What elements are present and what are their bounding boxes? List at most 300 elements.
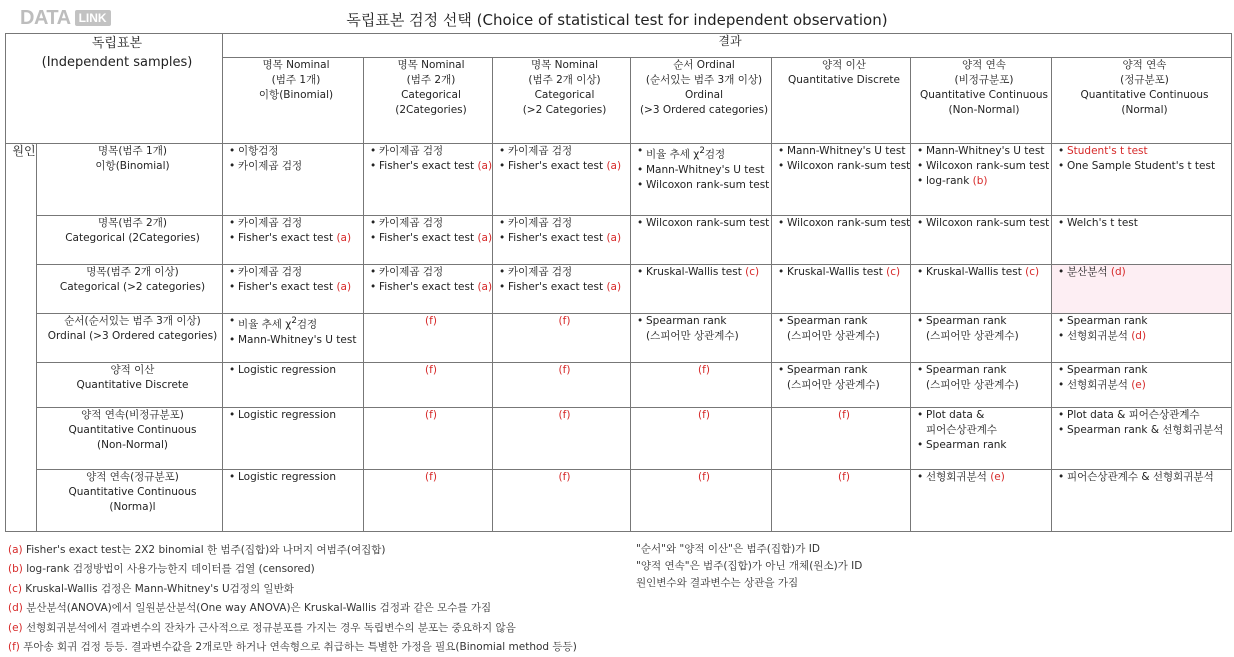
bullet-icon: •: [1058, 424, 1065, 436]
column-header-line: (범주 1개): [271, 74, 321, 86]
test-text: Fisher's exact test: [508, 232, 607, 244]
bullet-icon: [778, 329, 787, 344]
footnote-mark: (f): [838, 471, 850, 483]
test-item: [1058, 314, 1231, 329]
test-name: [926, 159, 1049, 174]
test-text: Spearman rank: [646, 315, 727, 327]
bullet-icon: •: [229, 281, 236, 293]
footnote-mark: (b): [8, 563, 23, 576]
test-name: [926, 470, 1005, 485]
test-text: 카이제곱 검정: [508, 266, 573, 278]
bullet-icon: •: [1058, 379, 1065, 391]
column-header-line: 명목 Nominal: [530, 59, 599, 71]
bullet-icon: [637, 329, 646, 344]
independent-samples-header: [6, 34, 223, 144]
test-name: [926, 265, 1039, 280]
test-name: [787, 265, 900, 280]
footnote-mark: (a): [477, 281, 493, 293]
test-text: 분산분석: [1067, 266, 1111, 278]
test-item: [917, 314, 1051, 329]
bullet-icon: [778, 378, 787, 393]
test-item: [229, 144, 363, 159]
test-name: [508, 265, 572, 280]
column-header-line: Quantitative Continuous: [920, 89, 1048, 101]
test-name: [238, 470, 336, 485]
test-name: [1067, 378, 1146, 393]
test-text: Wilcoxon rank-sum test: [646, 178, 770, 191]
test-name: [926, 438, 1007, 453]
bullet-icon: •: [917, 217, 924, 229]
test-cell: [911, 314, 1052, 363]
footnote-mark: (f): [425, 409, 437, 421]
test-text: Plot data & 피어슨상관계수: [1067, 409, 1200, 421]
bullet-icon: •: [917, 160, 924, 172]
footnote-mark: (e): [990, 471, 1005, 483]
test-cell: [223, 265, 364, 314]
test-item: [637, 314, 771, 329]
test-text: Fisher's exact test: [379, 281, 478, 293]
test-text: Spearman rank & 선형회귀분석: [1067, 424, 1224, 436]
test-name: [1067, 216, 1138, 231]
test-name: [1067, 363, 1148, 378]
bullet-icon: •: [370, 145, 377, 157]
row-header-line: (Norma)l: [109, 501, 156, 513]
bullet-icon: •: [229, 333, 236, 346]
column-header-line: 양적 이산: [822, 59, 866, 71]
test-name: [1067, 265, 1126, 280]
bullet-icon: •: [917, 315, 924, 327]
test-cell: [772, 144, 911, 216]
test-name: [787, 329, 880, 344]
test-cell: [493, 408, 631, 470]
test-text: Wilcoxon rank-sum test: [926, 160, 1050, 172]
test-cell: [911, 265, 1052, 314]
test-text: Kruskal-Wallis test: [646, 266, 746, 278]
test-name: [238, 231, 351, 246]
cause-row-header: [37, 470, 223, 532]
test-name: [508, 144, 572, 159]
test-cell: [631, 144, 772, 216]
test-name: [379, 159, 492, 174]
test-name: [787, 216, 910, 231]
footnote-mark: (f): [698, 409, 710, 421]
bullet-icon: •: [917, 175, 924, 187]
test-cell: [364, 363, 493, 408]
test-item: [917, 216, 1051, 231]
bullet-icon: •: [917, 145, 924, 157]
bullet-icon: •: [229, 409, 236, 421]
test-name: [238, 314, 317, 333]
test-text: 검정: [296, 318, 318, 331]
test-item: [917, 363, 1051, 378]
footnote-mark: (c): [1025, 266, 1040, 278]
column-header-line: 순서 Ordinal: [673, 59, 735, 71]
test-name: [238, 408, 336, 423]
footnote-line: [8, 541, 577, 560]
test-cell: [1052, 470, 1232, 532]
bullet-icon: •: [499, 281, 506, 293]
test-text: Spearman rank: [926, 439, 1007, 451]
footnote-mark: (f): [425, 471, 437, 483]
test-cell: [364, 408, 493, 470]
test-cell: [772, 314, 911, 363]
footnote-mark: (f): [558, 471, 571, 483]
test-text: Spearman rank: [1067, 364, 1148, 376]
bullet-icon: •: [1058, 330, 1065, 342]
row-header-line: Categorical (2Categories): [65, 232, 200, 244]
test-item: [499, 280, 630, 295]
column-header-line: (>2 Categories): [522, 104, 607, 116]
test-text: Plot data &: [926, 409, 985, 421]
test-text: 검정: [704, 148, 726, 161]
test-text: 선형회귀분석: [1067, 330, 1132, 342]
test-cell: [631, 216, 772, 265]
test-item: [1058, 363, 1231, 378]
row-header-line: 순서(순서있는 범주 3개 이상): [64, 315, 201, 327]
page-title: 독립표본 검정 선택 (Choice of statistical test for independent observation): [346, 11, 888, 29]
test-item: [917, 174, 1051, 189]
footnote-mark: (d): [1110, 266, 1126, 278]
outcome-group-header: 결과: [223, 34, 1232, 58]
footnote-mark: (a): [336, 281, 352, 293]
bullet-icon: •: [499, 232, 506, 244]
test-name: [926, 216, 1049, 231]
test-item: [778, 216, 910, 231]
cause-row-header: [37, 216, 223, 265]
outcome-column-header: [631, 58, 772, 144]
test-name: [238, 333, 356, 348]
footnote-mark: (f): [698, 364, 710, 376]
bullet-icon: •: [229, 232, 236, 244]
test-item: [370, 144, 492, 159]
test-item: [637, 144, 771, 163]
test-item: [778, 329, 910, 344]
bullet-icon: •: [917, 364, 924, 376]
test-text: Wilcoxon rank-sum test: [926, 217, 1050, 229]
test-cell: [772, 265, 911, 314]
row-header-line: 양적 연속(비정규분포): [81, 409, 184, 421]
footnotes-left: [8, 541, 577, 657]
test-cell: [493, 216, 631, 265]
test-item: [917, 378, 1051, 393]
test-name: [1067, 329, 1146, 344]
footnotes-right: [636, 541, 862, 592]
test-item: [917, 438, 1051, 453]
footnote-mark: (d): [1131, 330, 1147, 342]
outcome-column-header: [1052, 58, 1232, 144]
test-text: Fisher's exact test: [238, 281, 337, 293]
test-text: Mann-Whitney's U test: [646, 163, 765, 176]
column-header-line: (순서있는 범주 3개 이상): [645, 74, 763, 86]
footnote-line: [8, 560, 577, 579]
test-cell: [1052, 363, 1232, 408]
test-cell: [493, 265, 631, 314]
row-header-line: 양적 이산: [110, 364, 155, 376]
footnote-mark: (f): [558, 364, 571, 376]
test-item: [1058, 159, 1231, 174]
test-text: Spearman rank: [926, 364, 1007, 376]
test-item: [499, 159, 630, 174]
row-header-line: Categorical (>2 categories): [59, 281, 206, 293]
footnote-mark: (b): [972, 175, 988, 187]
bullet-icon: •: [370, 281, 377, 293]
test-text: Logistic regression: [238, 471, 336, 483]
column-header-line: (Non-Normal): [948, 104, 1020, 116]
test-cell: [631, 265, 772, 314]
column-header-line: (>3 Ordered categories): [639, 104, 769, 116]
test-cell: [631, 363, 772, 408]
test-cell: [493, 363, 631, 408]
test-text: 카이제곱 검정: [508, 145, 573, 157]
test-item: [370, 159, 492, 174]
outcome-column-header: [772, 58, 911, 144]
test-text: 카이제곱 검정: [238, 160, 303, 172]
test-text: 비율 추세 χ: [238, 318, 292, 331]
test-item: [1058, 216, 1231, 231]
bullet-icon: •: [370, 232, 377, 244]
outcome-column-header: [223, 58, 364, 144]
test-item: [229, 231, 363, 246]
test-text: Wilcoxon rank-sum test: [787, 160, 911, 172]
test-item: [229, 265, 363, 280]
bullet-icon: •: [917, 409, 924, 421]
test-name: [787, 144, 905, 159]
test-cell: [772, 408, 911, 470]
test-text: 피어슨상관계수 & 선형회귀분석: [1067, 471, 1214, 483]
test-item: [499, 231, 630, 246]
test-name: [926, 423, 997, 438]
test-text: 카이제곱 검정: [238, 266, 303, 278]
footnote-text: 푸아송 회귀 검정 등등. 결과변수값을 2개로만 하거나 연속형으로 취급하는 특별한 가정을 필요(Binomial method 등등): [19, 641, 577, 654]
test-cell: [223, 144, 364, 216]
test-name: [238, 159, 302, 174]
test-text: Welch's t test: [1067, 217, 1138, 229]
bullet-icon: •: [499, 266, 506, 278]
test-name: [787, 378, 880, 393]
test-text-red: Student's t test: [1067, 145, 1148, 157]
test-name: [787, 159, 910, 174]
test-name: [1067, 314, 1148, 329]
test-text: Fisher's exact test: [379, 232, 478, 244]
bullet-icon: •: [637, 315, 644, 327]
test-text: Spearman rank: [787, 364, 868, 376]
test-continuation: (스피어만 상관계수): [787, 379, 880, 391]
test-item: [637, 216, 771, 231]
test-cell: [911, 363, 1052, 408]
test-cell: [223, 408, 364, 470]
bullet-icon: •: [637, 145, 644, 157]
test-name: [646, 144, 725, 163]
test-cell: [772, 470, 911, 532]
row-header-line: (Non-Normal): [97, 439, 168, 451]
test-cell: [364, 144, 493, 216]
test-item: [637, 329, 771, 344]
test-text: Fisher's exact test: [508, 160, 607, 172]
bullet-icon: •: [370, 160, 377, 172]
bullet-icon: •: [1058, 315, 1065, 327]
test-name: [646, 329, 739, 344]
test-cell: [364, 470, 493, 532]
test-cell: [364, 216, 493, 265]
test-item: [370, 265, 492, 280]
test-item: [637, 265, 771, 280]
test-text: 카이제곱 검정: [379, 145, 444, 157]
test-text: 비율 추세 χ: [646, 148, 700, 161]
test-item: [1058, 265, 1231, 280]
test-item: [637, 178, 771, 193]
test-item: [778, 378, 910, 393]
note-line: 원인변수와 결과변수는 상관을 가짐: [636, 577, 799, 589]
superscript: 2: [699, 146, 705, 156]
column-header-line: 양적 연속: [1122, 59, 1167, 71]
cause-group-header: 원인: [6, 144, 37, 532]
column-header-line: (범주 2개): [406, 74, 456, 86]
row-header-line: 이항(Binomial): [95, 160, 170, 172]
footnote-mark: (f): [425, 315, 437, 327]
logo-badge: LINK: [75, 10, 111, 26]
test-name: [379, 144, 443, 159]
test-cell: [911, 408, 1052, 470]
test-cell: [223, 216, 364, 265]
bullet-icon: •: [229, 315, 236, 327]
test-item: [229, 333, 363, 348]
bullet-icon: •: [1058, 160, 1065, 172]
test-item: [917, 159, 1051, 174]
bullet-icon: •: [370, 217, 377, 229]
footnote-text: log-rank 검정방법이 사용가능한지 데이터를 검열 (censored): [22, 563, 315, 576]
column-header-line: 명목 Nominal: [397, 59, 465, 71]
test-name: [379, 265, 443, 280]
row-header-line: 명목(범주 1개): [98, 145, 167, 157]
test-name: [508, 231, 621, 246]
test-item: [499, 265, 630, 280]
test-continuation: 피어슨상관계수: [926, 424, 998, 436]
footnote-line: [8, 599, 577, 618]
column-header-line: Quantitative Discrete: [787, 74, 900, 86]
test-text: Spearman rank: [1067, 315, 1148, 327]
test-name: [926, 329, 1019, 344]
footnote-mark: (a): [477, 232, 493, 244]
test-item: [370, 216, 492, 231]
bullet-icon: •: [1058, 145, 1065, 157]
test-name: [508, 280, 621, 295]
test-name: [1067, 423, 1223, 438]
test-name: [238, 265, 302, 280]
test-item: [778, 314, 910, 329]
test-text: Logistic regression: [238, 409, 336, 421]
bullet-icon: •: [778, 217, 785, 229]
outcome-column-header: [364, 58, 493, 144]
test-text: 카이제곱 검정: [379, 266, 444, 278]
bullet-icon: •: [778, 266, 785, 278]
test-name: [508, 216, 572, 231]
test-item: [229, 216, 363, 231]
bullet-icon: [917, 423, 926, 438]
test-text: Logistic regression: [238, 364, 336, 376]
footnote-mark: (a): [336, 232, 352, 244]
bullet-icon: •: [778, 160, 785, 172]
footnote-line: [8, 580, 577, 599]
bullet-icon: •: [1058, 266, 1065, 278]
test-text: Fisher's exact test: [379, 160, 478, 172]
row-header-line: 명목(범주 2개): [98, 217, 167, 229]
column-header-line: 명목 Nominal: [262, 59, 330, 71]
test-item: [370, 231, 492, 246]
test-item: [499, 216, 630, 231]
bullet-icon: •: [778, 315, 785, 327]
outcome-column-header: [493, 58, 631, 144]
test-selection-table: [5, 33, 1232, 532]
bullet-icon: •: [637, 266, 644, 278]
test-name: [508, 159, 621, 174]
test-name: [646, 265, 759, 280]
test-name: [926, 363, 1007, 378]
test-cell: [631, 408, 772, 470]
test-text: Kruskal-Wallis test: [787, 266, 887, 278]
test-text: Spearman rank: [926, 315, 1007, 327]
footnote-mark: (a): [606, 281, 622, 293]
test-item: [1058, 470, 1231, 485]
test-cell: [1052, 216, 1232, 265]
note-line: "순서"와 "양적 이산"은 범주(집합)가 ID: [636, 543, 820, 555]
test-name: [379, 216, 443, 231]
test-text: Kruskal-Wallis test: [926, 266, 1026, 278]
test-item: [1058, 408, 1231, 423]
bullet-icon: [917, 329, 926, 344]
test-item: [229, 159, 363, 174]
column-header-line: Ordinal: [685, 89, 723, 101]
footnote-line: [8, 638, 577, 657]
row-header-line: Ordinal (>3 Ordered categories): [47, 330, 218, 342]
test-item: [1058, 378, 1231, 393]
bullet-icon: •: [637, 178, 644, 191]
test-name: [646, 178, 769, 193]
test-item: [778, 159, 910, 174]
test-item: [917, 265, 1051, 280]
test-cell: [911, 216, 1052, 265]
test-name: [787, 314, 868, 329]
test-text: 카이제곱 검정: [379, 217, 444, 229]
bullet-icon: •: [1058, 217, 1065, 229]
test-text: Fisher's exact test: [238, 232, 337, 244]
footnote-mark: (f): [838, 409, 850, 421]
footnote-text: Fisher's exact test는 2X2 binomial 한 범주(집합)와 나머지 여범주(여집합): [22, 544, 386, 556]
test-item: [229, 363, 363, 378]
test-name: [238, 363, 336, 378]
test-text: Spearman rank: [787, 315, 868, 327]
test-name: [1067, 470, 1214, 485]
test-cell: [911, 144, 1052, 216]
column-header-line: Quantitative Continuous: [1080, 89, 1209, 101]
test-continuation: (스피어만 상관계수): [926, 379, 1019, 391]
cause-row-header: [37, 314, 223, 363]
test-item: [917, 144, 1051, 159]
test-text: Wilcoxon rank-sum test: [646, 217, 770, 229]
cause-row-header: [37, 408, 223, 470]
bullet-icon: •: [917, 266, 924, 278]
footnote-mark: (c): [886, 266, 901, 278]
corner-label-ko: 독립표본: [91, 36, 143, 51]
test-name: [926, 378, 1019, 393]
test-cell: [1052, 265, 1232, 314]
test-name: [646, 163, 764, 178]
bullet-icon: •: [229, 364, 236, 376]
bullet-icon: •: [1058, 409, 1065, 421]
test-name: [238, 280, 351, 295]
cause-row-header: [37, 144, 223, 216]
test-text: Wilcoxon rank-sum test: [787, 217, 911, 229]
test-name: [926, 174, 987, 189]
